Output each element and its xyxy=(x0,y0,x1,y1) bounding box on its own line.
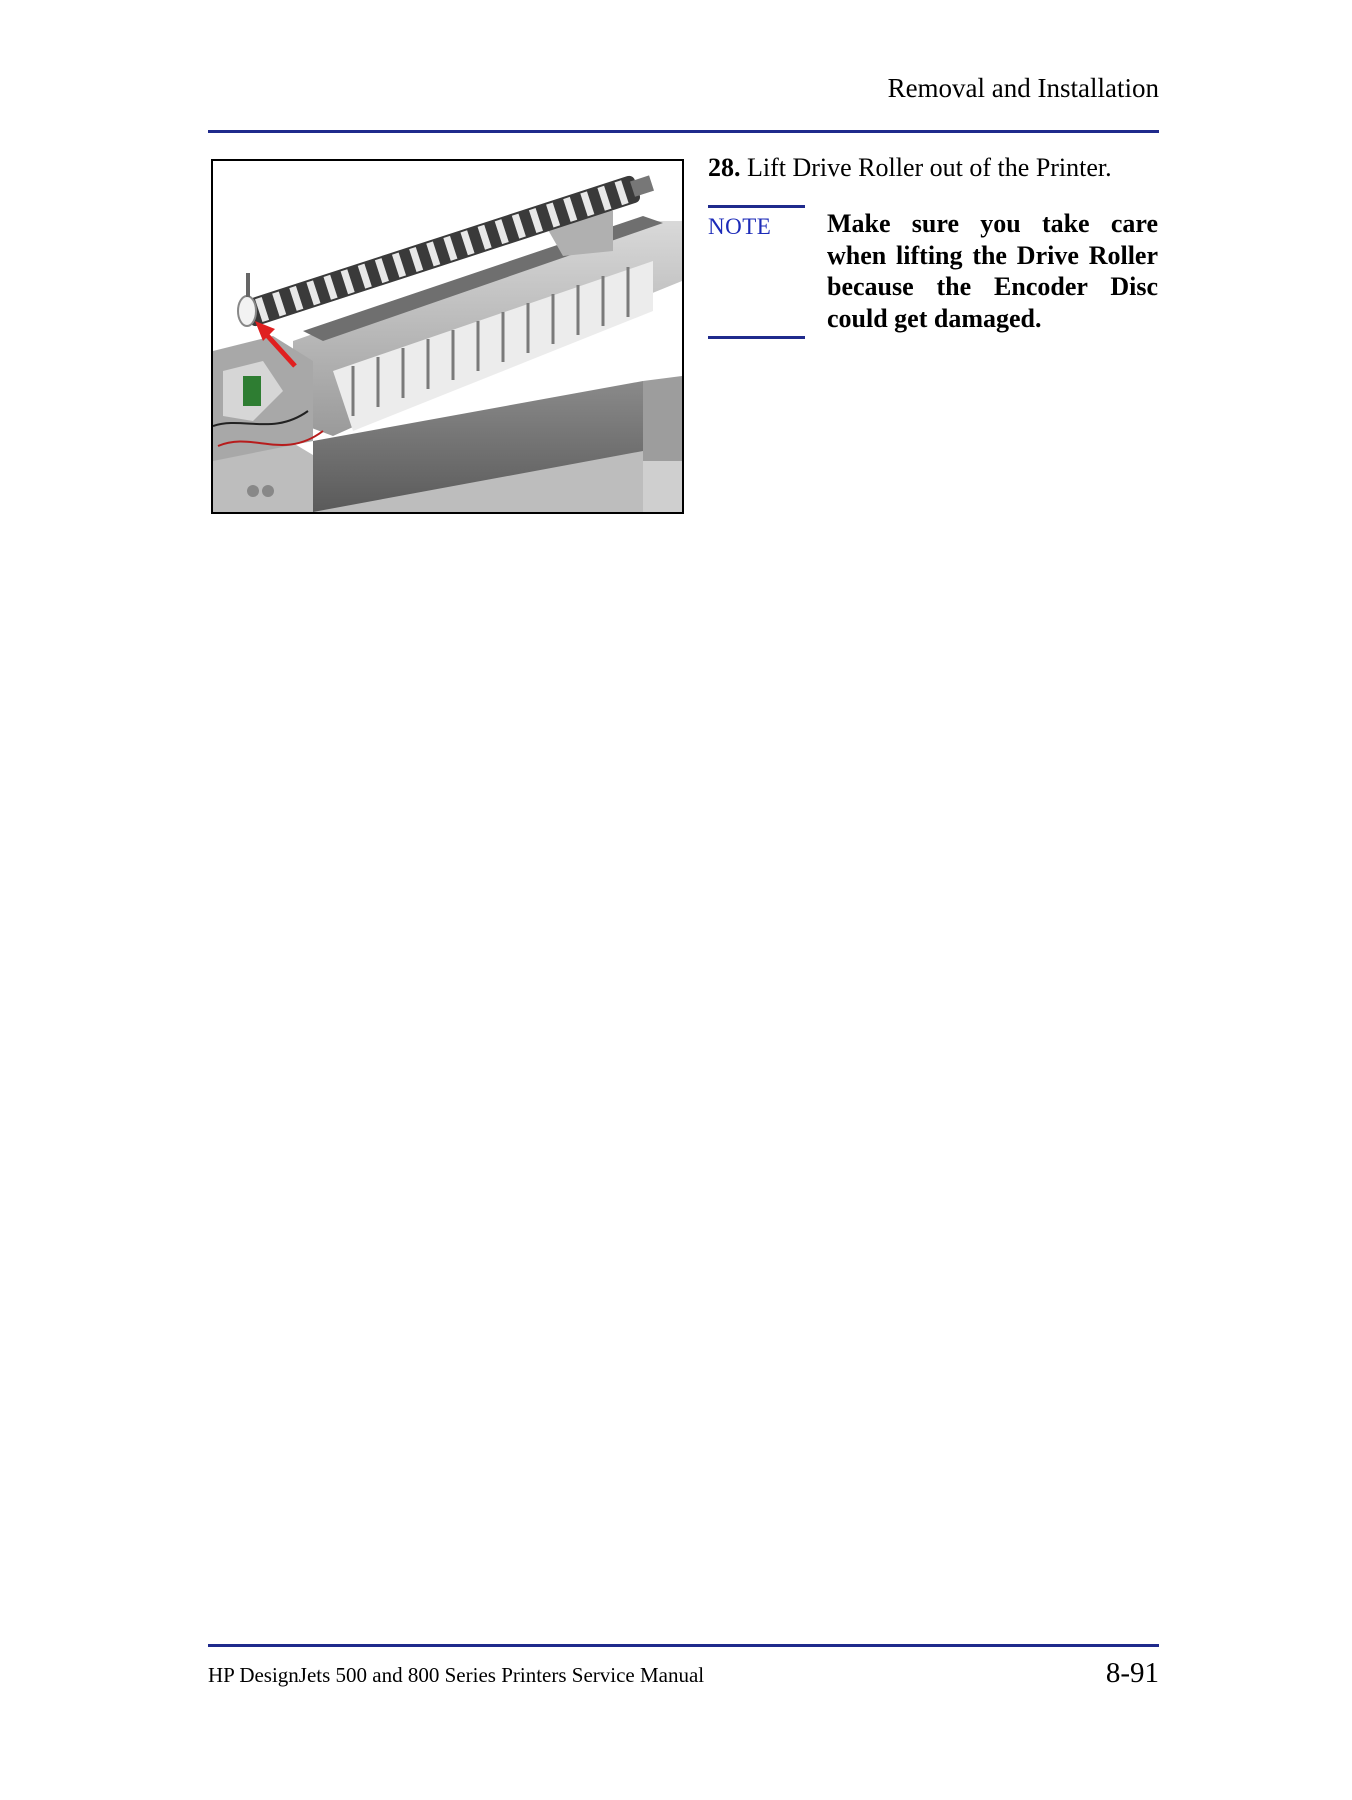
page-number: 8-91 xyxy=(1105,1657,1159,1689)
footer-rule xyxy=(208,1644,1159,1647)
note-top-rule xyxy=(708,205,805,208)
drive-roller-illustration xyxy=(211,159,684,514)
note-bottom-rule xyxy=(708,336,805,339)
note-text: Make sure you take care when lifting the Drive Roller because the Encoder Disc could get damaged. xyxy=(827,209,1158,333)
step-number: 28. xyxy=(708,153,741,182)
header-rule xyxy=(208,130,1159,133)
step-28 xyxy=(708,152,1158,184)
note-label: NOTE xyxy=(708,214,772,239)
footer-manual-title: HP DesignJets 500 and 800 Series Printers Service Manual xyxy=(208,1663,705,1687)
running-header: Removal and Installation xyxy=(887,73,1159,103)
step-text: Lift Drive Roller out of the Printer. xyxy=(740,153,1112,182)
